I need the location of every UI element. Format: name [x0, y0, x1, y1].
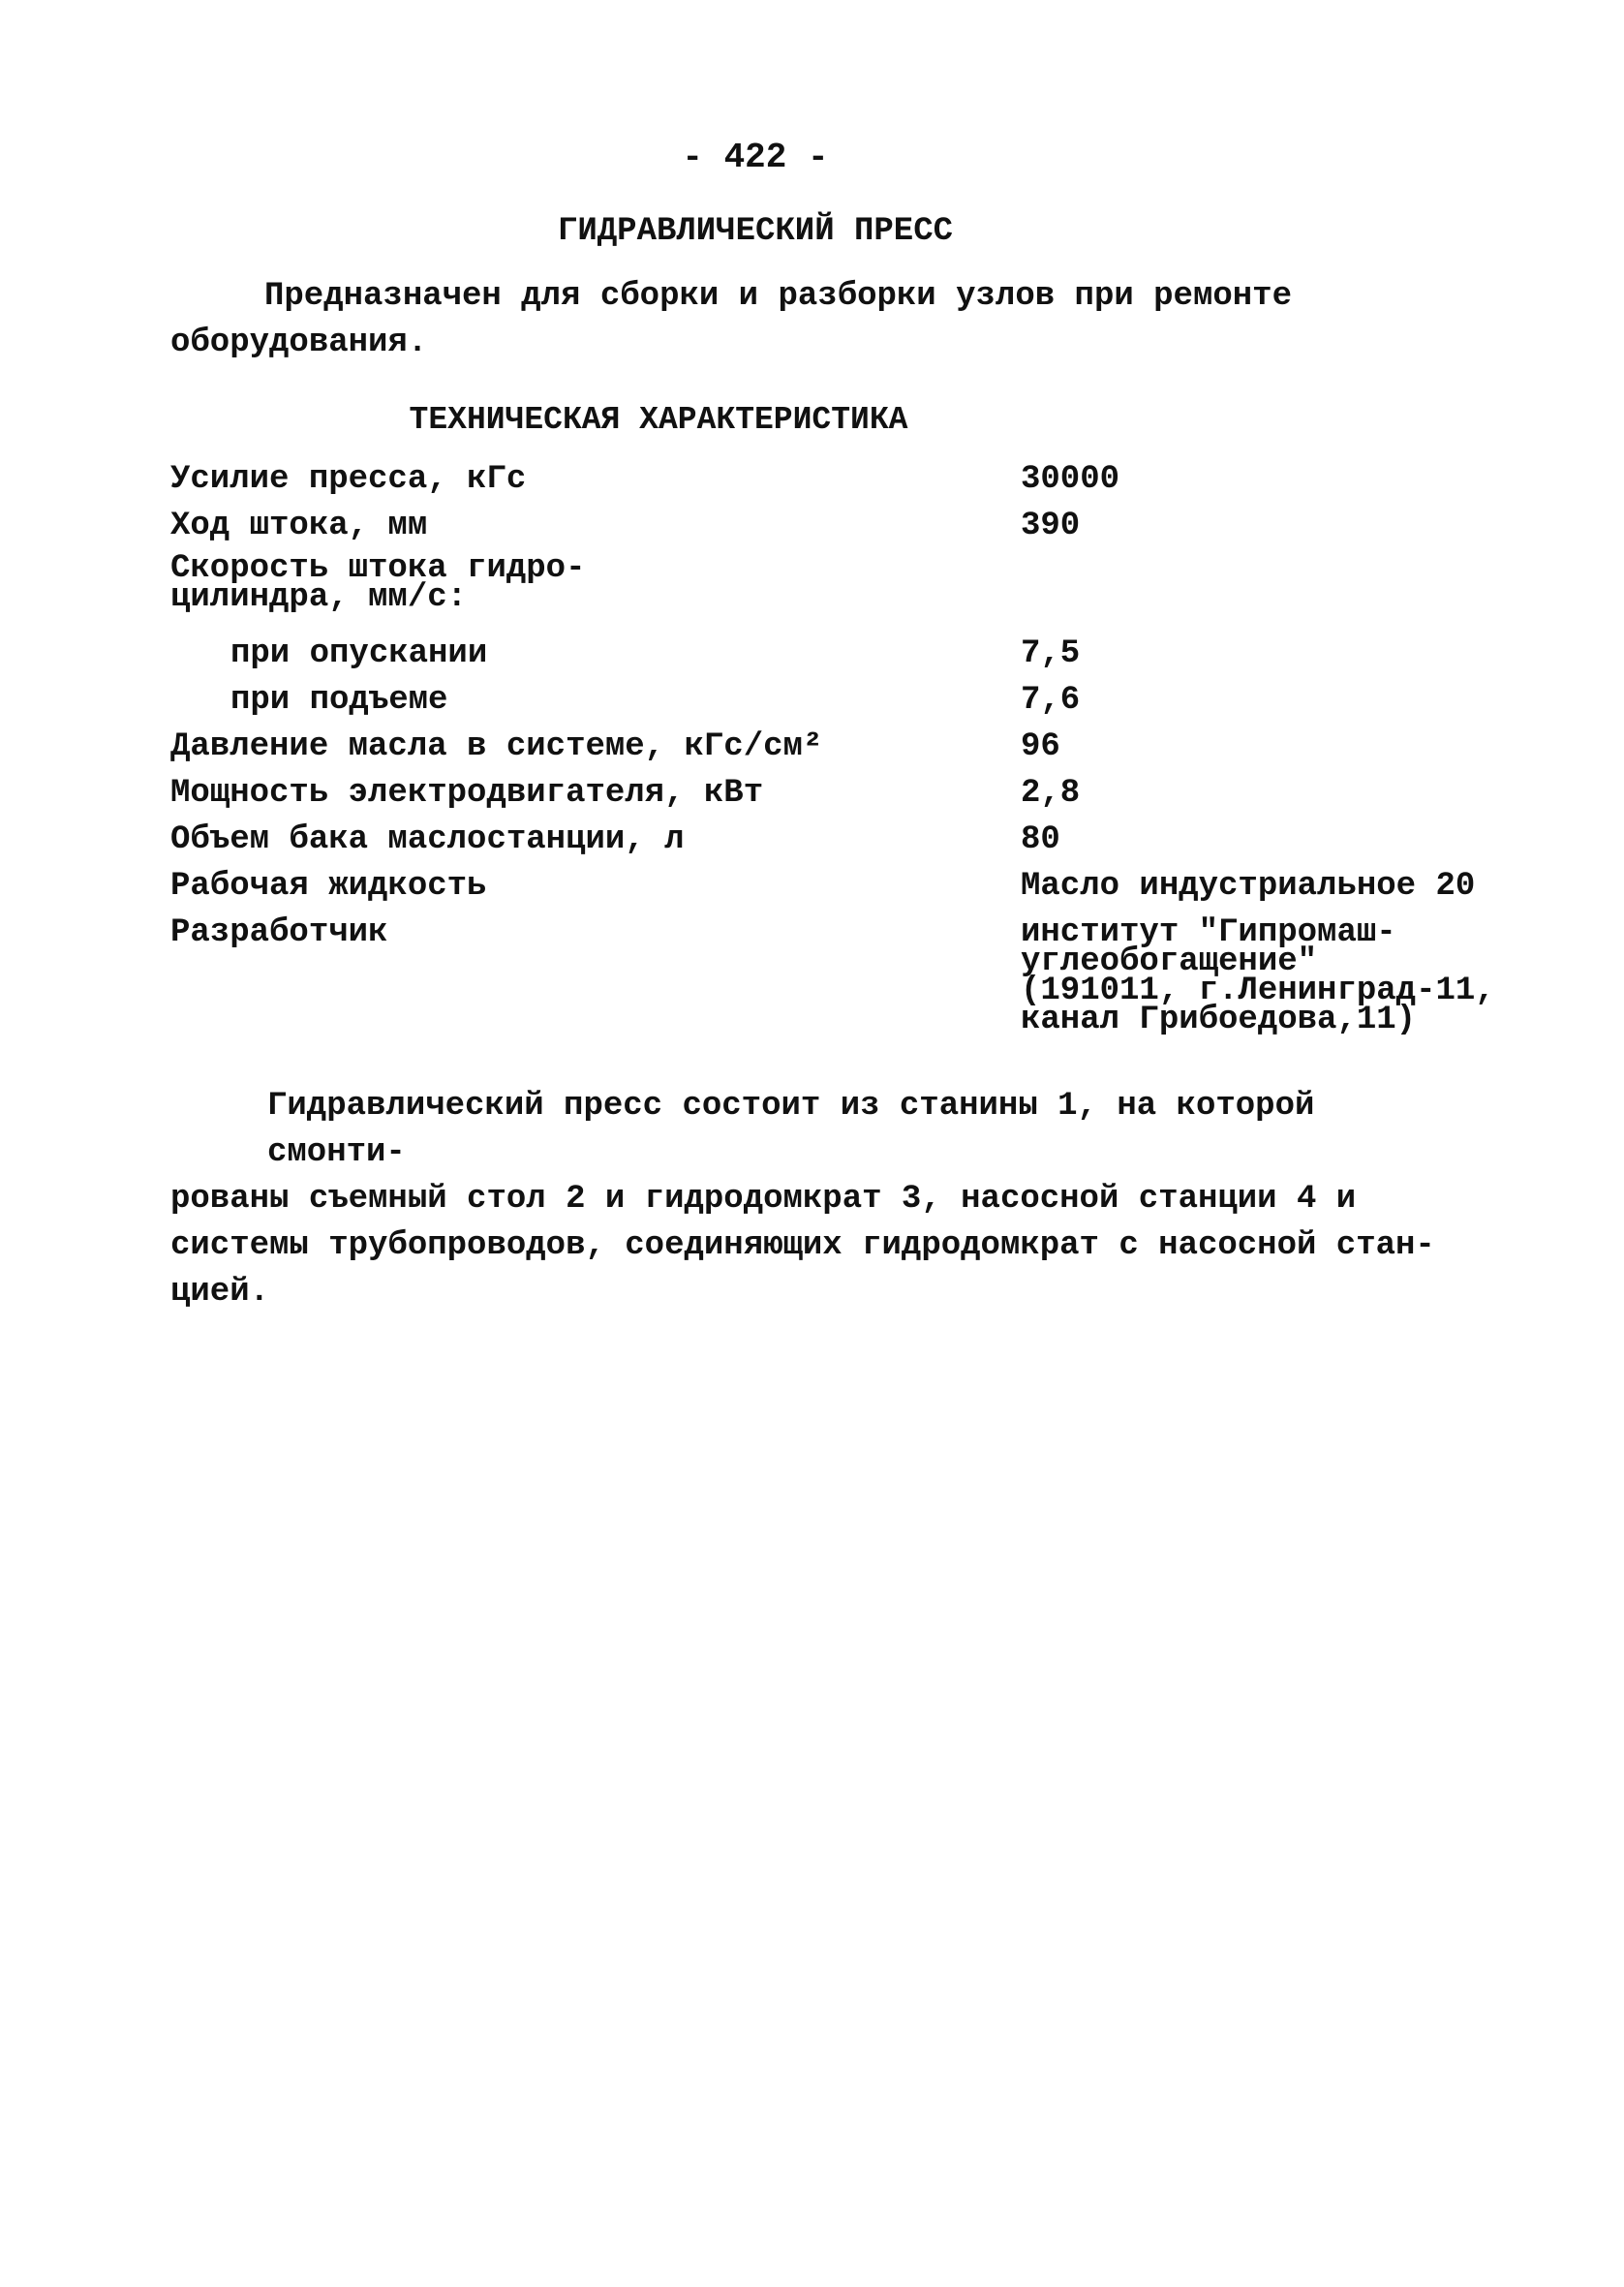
- spec-title: ТЕХНИЧЕСКАЯ ХАРАКТЕРИСТИКА: [409, 402, 908, 438]
- spec-label: при подъеме: [230, 682, 448, 719]
- spec-label: при опускании: [230, 635, 488, 672]
- description-paragraph: [170, 1083, 1468, 1315]
- spec-value: 2,8: [1021, 775, 1081, 812]
- spec-label: Разработчик: [170, 914, 388, 951]
- spec-value: 390: [1021, 508, 1081, 544]
- description-line: цией.: [170, 1274, 270, 1311]
- intro-paragraph: [170, 273, 1371, 366]
- spec-label: Рабочая жидкость: [170, 868, 487, 905]
- spec-label: Мощность электродвигателя, кВт: [170, 775, 764, 812]
- spec-value: 30000: [1021, 461, 1120, 498]
- spec-value: 7,5: [1021, 635, 1081, 672]
- spec-label: Усилие пресса, кГс: [170, 461, 527, 498]
- spec-label: Скорость штока гидро- цилиндра, мм/с:: [170, 550, 586, 616]
- description-line: системы трубопроводов, соединяющих гидродомкрат с насосной стан-: [170, 1227, 1435, 1264]
- spec-label: Давление масла в системе, кГс/см²: [170, 728, 823, 765]
- description-line: рованы съемный стол 2 и гидродомкрат 3, насосной станции 4 и: [170, 1181, 1357, 1218]
- document-title: ГИДРАВЛИЧЕСКИЙ ПРЕСС: [557, 213, 954, 250]
- intro-line: Предназначен для сборки и разборки узлов при ремонте: [264, 278, 1292, 315]
- intro-line: оборудования.: [170, 325, 428, 361]
- spec-label: Объем бака маслостанции, л: [170, 821, 685, 858]
- spec-value: 80: [1021, 821, 1060, 858]
- spec-value: Масло индустриальное 20: [1021, 868, 1476, 905]
- spec-label: Ход штока, мм: [170, 508, 428, 544]
- page-number: - 422 -: [682, 138, 829, 177]
- spec-value: 96: [1021, 728, 1060, 765]
- spec-value: 7,6: [1021, 682, 1081, 719]
- spec-value: институт "Гипромаш- углеобогащение" (191011, г.Ленинград-11, канал Грибоедова,11): [1021, 914, 1495, 1038]
- description-line: Гидравлический пресс состоит из станины 1, на которой смонти-: [267, 1088, 1315, 1171]
